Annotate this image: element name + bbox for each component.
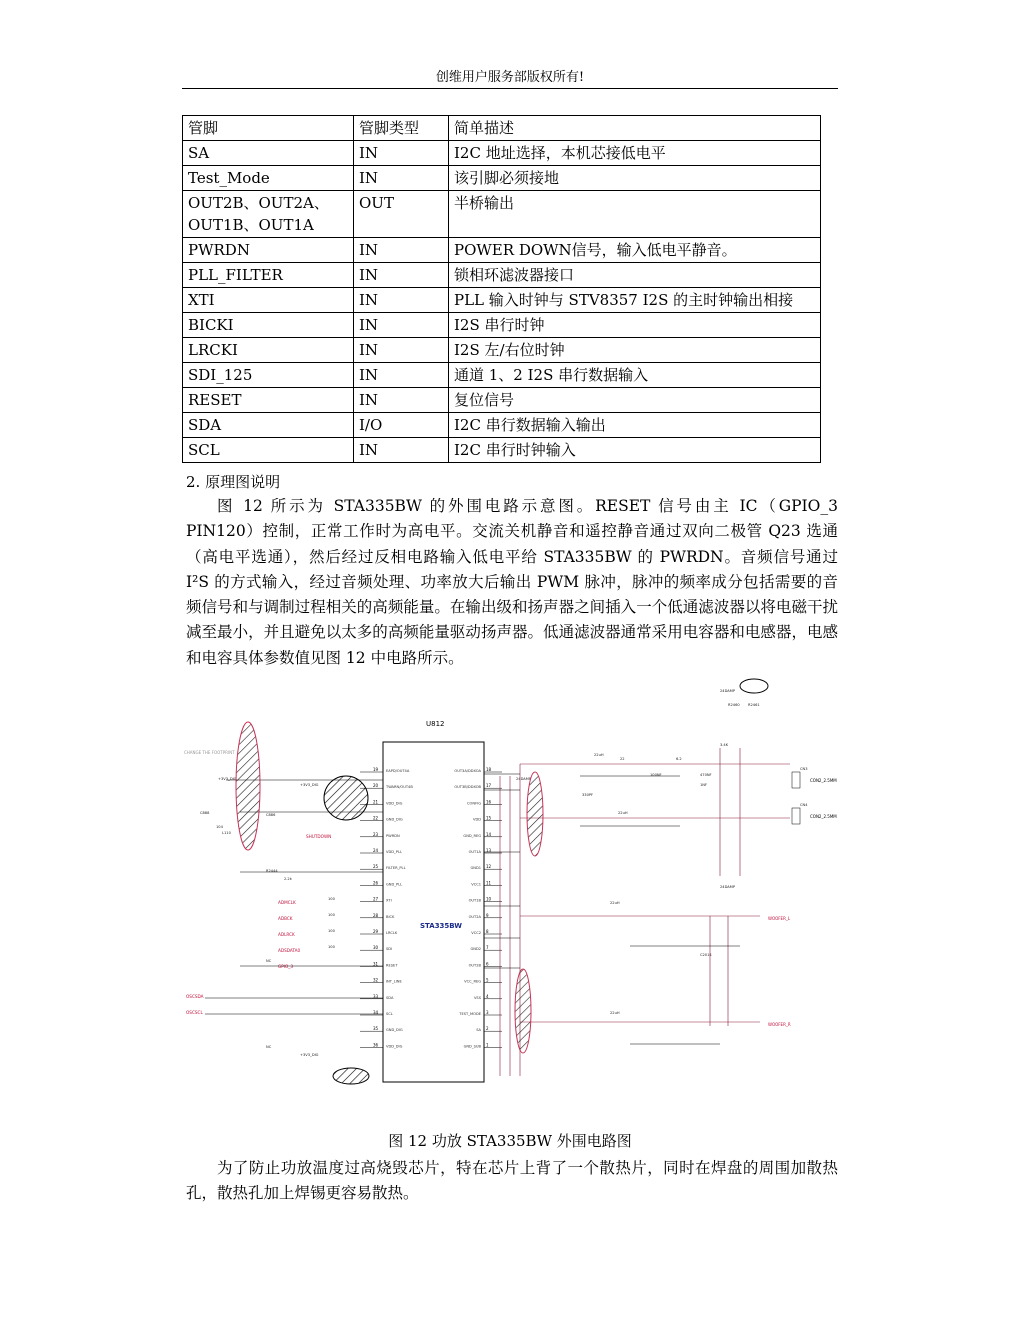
pin-number-right: 11: [486, 880, 492, 886]
pin-cell: [183, 191, 354, 238]
pin-number-right: 1: [486, 1042, 489, 1048]
type-cell: IN: [354, 338, 449, 363]
component-label: CN4: [800, 803, 808, 807]
pin-number-left: 19: [373, 767, 379, 772]
pin-number-left: 22: [373, 815, 379, 821]
table-header-row: [183, 116, 821, 141]
table-header: 管脚: [183, 116, 354, 141]
type-cell: I/O: [354, 413, 449, 438]
pin-number-right: 2: [486, 1026, 489, 1032]
table-header: 管脚类型: [354, 116, 449, 141]
table-row: [183, 338, 821, 363]
annotation-ellipse: [236, 722, 260, 850]
signal-label: OSCSDA: [186, 994, 204, 999]
signal-label: ADLRCK: [278, 932, 295, 937]
pin-number-left: 28: [373, 912, 379, 918]
schematic-labels: [186, 689, 837, 1057]
pin-name-left: TWARN/OUT4B: [386, 785, 413, 790]
component-label: +3V3_DIG: [300, 1053, 319, 1057]
pin-name-right: OUT2A: [468, 914, 481, 919]
annotation-ellipse: [515, 969, 531, 1053]
pin-number-right: 18: [486, 767, 492, 772]
pin-cell: PWRDN: [183, 238, 354, 263]
type-cell: IN: [354, 141, 449, 166]
pin-number-right: 15: [486, 815, 492, 821]
desc-cell: I2C 地址选择，本机芯接低电平: [449, 141, 821, 166]
pin-name-right: VDD: [473, 817, 481, 822]
pin-name-left: VDD_DIG: [386, 801, 403, 806]
component-label: C886: [266, 813, 276, 817]
desc-cell: I2S 串行时钟: [449, 313, 821, 338]
power-rails: [500, 748, 790, 1076]
body-paragraph: 为了防止功放温度过高烧毁芯片，特在芯片上背了一个散热片，同时在焊盘的周围加散热孔，散热孔加上焊锡更容易散热。: [186, 1159, 838, 1203]
pin-number-left: 20: [373, 783, 379, 789]
component-label: 100: [328, 913, 335, 917]
figure-caption: 图 12 功放 STA335BW 外围电路图: [388, 1132, 632, 1150]
body-paragraph: 图 12 所示为 STA335BW 的外围电路示意图。RESET 信号由主 IC（GPIO_3 PIN120）控制，正常工作时为高电平。交流关机静音和遥控静音通过双向二极管 Q23 选通（高电平选通），然后经过反相电路输入低电平给 STA335BW 的 PWRDN。音频信号通过 I²S 的方式输入，经过音频处理、功率放大后输出 PWM 脉冲，脉冲的频率成分包括需要的音频信号和与调制过程相关的高频能量。在输出级和扬声器之间插入一个低通滤波器以将电磁干扰减至最小，并且避免以太多的高频能量驱动扬声器。低通滤波器通常采用电容器和电感器，电感和电容具体参数值见图 12 中电路所示。: [186, 497, 838, 667]
pin-name-right: VCC2: [471, 931, 481, 935]
pin-name-right: CONFIG: [467, 801, 481, 806]
output-label: CON2_2.5MM: [810, 814, 837, 819]
schematic-figure: [180, 676, 840, 1094]
pin-name-right: GND_SUB: [463, 1044, 481, 1049]
pin-number-left: 23: [373, 831, 379, 837]
desc-cell: 复位信号: [449, 388, 821, 413]
pin-number-left: 33: [373, 993, 379, 999]
table-row: [183, 288, 821, 313]
pin-cell: SDI_125: [183, 363, 354, 388]
pin-name-right: OUT1B: [468, 898, 481, 903]
chip-ref-label: U812: [426, 720, 445, 728]
table-row: [183, 141, 821, 166]
pin-name-right: OUT2B: [468, 963, 481, 968]
component-label: 330PF: [582, 793, 594, 797]
desc-cell: 通道 1、2 I2S 串行数据输入: [449, 363, 821, 388]
table-row: [183, 191, 821, 238]
pin-cell: XTI: [183, 288, 354, 313]
header-rule: [182, 88, 838, 89]
desc-cell: I2C 串行时钟输入: [449, 438, 821, 463]
component-label: 100: [328, 897, 335, 901]
heatsink-marker: [740, 679, 768, 693]
pin-name-right: OUT3B/DDXOB: [454, 785, 481, 790]
component-label: 100: [328, 945, 335, 949]
pin-number-right: 10: [486, 896, 492, 902]
pin-name-left: FILTER_PLL: [386, 866, 406, 871]
chip-name-label: STA335BW: [420, 922, 462, 930]
component-label: 22uH: [610, 1011, 620, 1015]
pin-cell: RESET: [183, 388, 354, 413]
annotation-ellipse: [527, 772, 543, 856]
pin-name-left: VDD_PLL: [386, 850, 402, 854]
table-row: [183, 238, 821, 263]
pin-name-right: VCC1: [471, 882, 481, 887]
component-label: 2.2k: [284, 877, 292, 881]
desc-cell: 该引脚必须接地: [449, 166, 821, 191]
desc-cell: PLL 输入时钟与 STV8357 I2S 的主时钟输出相接: [449, 288, 821, 313]
component-label: L110: [222, 831, 231, 835]
type-cell: IN: [354, 313, 449, 338]
pin-name-right: GND1: [470, 866, 481, 871]
signal-label: ADBCK: [278, 916, 293, 921]
pin-number-right: 5: [486, 977, 489, 983]
component-wiring: [205, 772, 800, 1044]
section-heading: 2. 原理图说明: [186, 473, 281, 491]
pin-cell: SCL: [183, 438, 354, 463]
pin-name-right: VCC_REG: [464, 979, 481, 984]
pin-number-left: 21: [373, 799, 379, 805]
type-cell: IN: [354, 238, 449, 263]
component-label: R2461: [748, 703, 760, 707]
component-label: 22uH: [618, 811, 628, 815]
signal-label: ADMCLK: [278, 900, 296, 905]
pin-number-left: 32: [373, 977, 379, 983]
pin-name-left: LRCLK: [386, 931, 398, 935]
desc-cell: I2C 串行数据输入输出: [449, 413, 821, 438]
pin-number-right: 7: [486, 945, 489, 951]
pin-number-left: 34: [373, 1010, 379, 1015]
change-note-label: CHANGE THE FOOTPRINT: [184, 750, 235, 755]
pin-cell: BICKI: [183, 313, 354, 338]
pin-number-right: 13: [486, 848, 492, 853]
table-row: [183, 388, 821, 413]
output-label: CON2_2.5MM: [810, 778, 837, 783]
signal-label: GPIO_3: [278, 964, 294, 969]
pin-name-left: SDI: [386, 947, 393, 952]
pin-number-left: 30: [373, 945, 379, 951]
type-cell: IN: [354, 438, 449, 463]
component-label: +3V3_DIG: [300, 783, 319, 787]
component-label: 22: [620, 757, 625, 761]
table-row: [183, 313, 821, 338]
pin-name-left: GND_PLL: [386, 882, 403, 887]
type-cell: IN: [354, 388, 449, 413]
pin-name-left: VDD_DIG: [386, 1044, 403, 1049]
component-label: 100: [328, 929, 335, 933]
pin-name-left: RESET: [386, 963, 398, 968]
pin-number-right: 12: [486, 864, 492, 870]
type-cell: IN: [354, 288, 449, 313]
type-cell: IN: [354, 263, 449, 288]
component-label: NC: [266, 1045, 272, 1049]
pin-cell: SA: [183, 141, 354, 166]
component-label: NC: [266, 959, 272, 963]
component-label: 3.4K: [720, 743, 729, 747]
pin-number-left: 31: [373, 961, 379, 967]
pin-number-right: 6: [486, 961, 489, 967]
component-label: C2014: [700, 953, 712, 957]
pin-number-left: 27: [373, 896, 379, 902]
pin-line: OUT2B、OUT2A、: [188, 194, 329, 212]
pin-name-left: GND_DIG: [386, 1028, 403, 1033]
component-label: 22uH: [594, 753, 604, 757]
pin-number-right: 17: [486, 783, 492, 789]
component-label: 24DAMP: [516, 777, 532, 781]
component-label: R2444: [266, 869, 278, 873]
chip-pins: [360, 767, 502, 1048]
pin-name-left: BICK: [386, 914, 395, 919]
type-cell: IN: [354, 363, 449, 388]
pin-number-right: 16: [486, 799, 492, 805]
pin-line: OUT1B、OUT1A: [188, 216, 314, 234]
component-label: 100NF: [650, 773, 662, 777]
pin-number-left: 25: [373, 864, 379, 870]
component-label: 1NF: [700, 783, 708, 787]
signal-label: OSCSCL: [186, 1010, 203, 1015]
output-label: WOOFER_L: [768, 916, 791, 921]
desc-cell: 锁相环滤波器接口: [449, 263, 821, 288]
pin-name-right: SA: [476, 1028, 481, 1033]
pin-name-left: XTI: [386, 898, 392, 903]
pin-name-left: PWRDN: [386, 833, 400, 838]
table-row: [183, 363, 821, 388]
pin-number-right: 8: [486, 929, 489, 934]
component-label: 24DAMP: [720, 885, 736, 889]
component-label: R2460: [728, 703, 740, 707]
component-label: +3V3_DIG: [218, 777, 237, 781]
desc-cell: POWER DOWN信号，输入低电平静音。: [449, 238, 821, 263]
pin-number-left: 35: [373, 1026, 379, 1032]
pin-number-left: 24: [373, 848, 379, 853]
pin-cell: SDA: [183, 413, 354, 438]
pin-name-left: INT_LINE: [386, 979, 402, 984]
pin-name-right: OUT1A: [468, 850, 481, 854]
type-cell: IN: [354, 166, 449, 191]
pin-name-left: EAPD/OUT4A: [386, 769, 410, 773]
pin-name-left: SCL: [386, 1012, 393, 1016]
component-label: 22uH: [610, 901, 620, 905]
component-label: 470NF: [700, 773, 712, 777]
signal-label: ADSDATA0: [278, 948, 301, 953]
pin-name-right: GND_REG: [463, 833, 481, 838]
pin-cell: PLL_FILTER: [183, 263, 354, 288]
pin-number-right: 9: [486, 912, 489, 918]
component-label: 104: [216, 825, 223, 829]
table-row: [183, 413, 821, 438]
pin-number-left: 36: [373, 1042, 379, 1048]
pin-cell: Test_Mode: [183, 166, 354, 191]
pin-name-right: VSS: [473, 995, 481, 1000]
pin-name-left: SDA: [386, 995, 394, 1000]
type-cell: OUT: [354, 191, 449, 238]
signal-label: SHUTDOWN: [306, 834, 332, 839]
heatsink-marker: [333, 1068, 369, 1084]
table-row: [183, 263, 821, 288]
pin-name-right: GND2: [470, 947, 481, 952]
component-label: 6.2: [676, 757, 682, 761]
pin-name-right: TEST_MODE: [459, 1012, 481, 1016]
desc-cell: 半桥输出: [449, 191, 821, 238]
pin-number-left: 26: [373, 880, 379, 886]
page-header: 创维用户服务部版权所有!: [435, 70, 585, 85]
table-row: [183, 438, 821, 463]
table-header: 简单描述: [449, 116, 821, 141]
pin-name-right: OUT3A/DDXOA: [454, 769, 481, 773]
pin-name-left: GND_DIG: [386, 817, 403, 822]
schematic-svg: [180, 676, 840, 1094]
component-label: CN3: [800, 767, 808, 771]
pin-number-right: 3: [486, 1010, 489, 1015]
component-label: C888: [200, 811, 210, 815]
component-label: 24DAMP: [720, 689, 736, 693]
pin-number-right: 4: [486, 993, 489, 999]
output-label: WOOFER_R: [768, 1022, 791, 1027]
pin-number-right: 14: [486, 831, 492, 837]
heatsink-marker: [324, 776, 368, 820]
desc-cell: I2S 左/右位时钟: [449, 338, 821, 363]
pin-cell: LRCKI: [183, 338, 354, 363]
table-row: [183, 166, 821, 191]
pin-table: [182, 115, 821, 463]
pin-number-left: 29: [373, 929, 379, 934]
